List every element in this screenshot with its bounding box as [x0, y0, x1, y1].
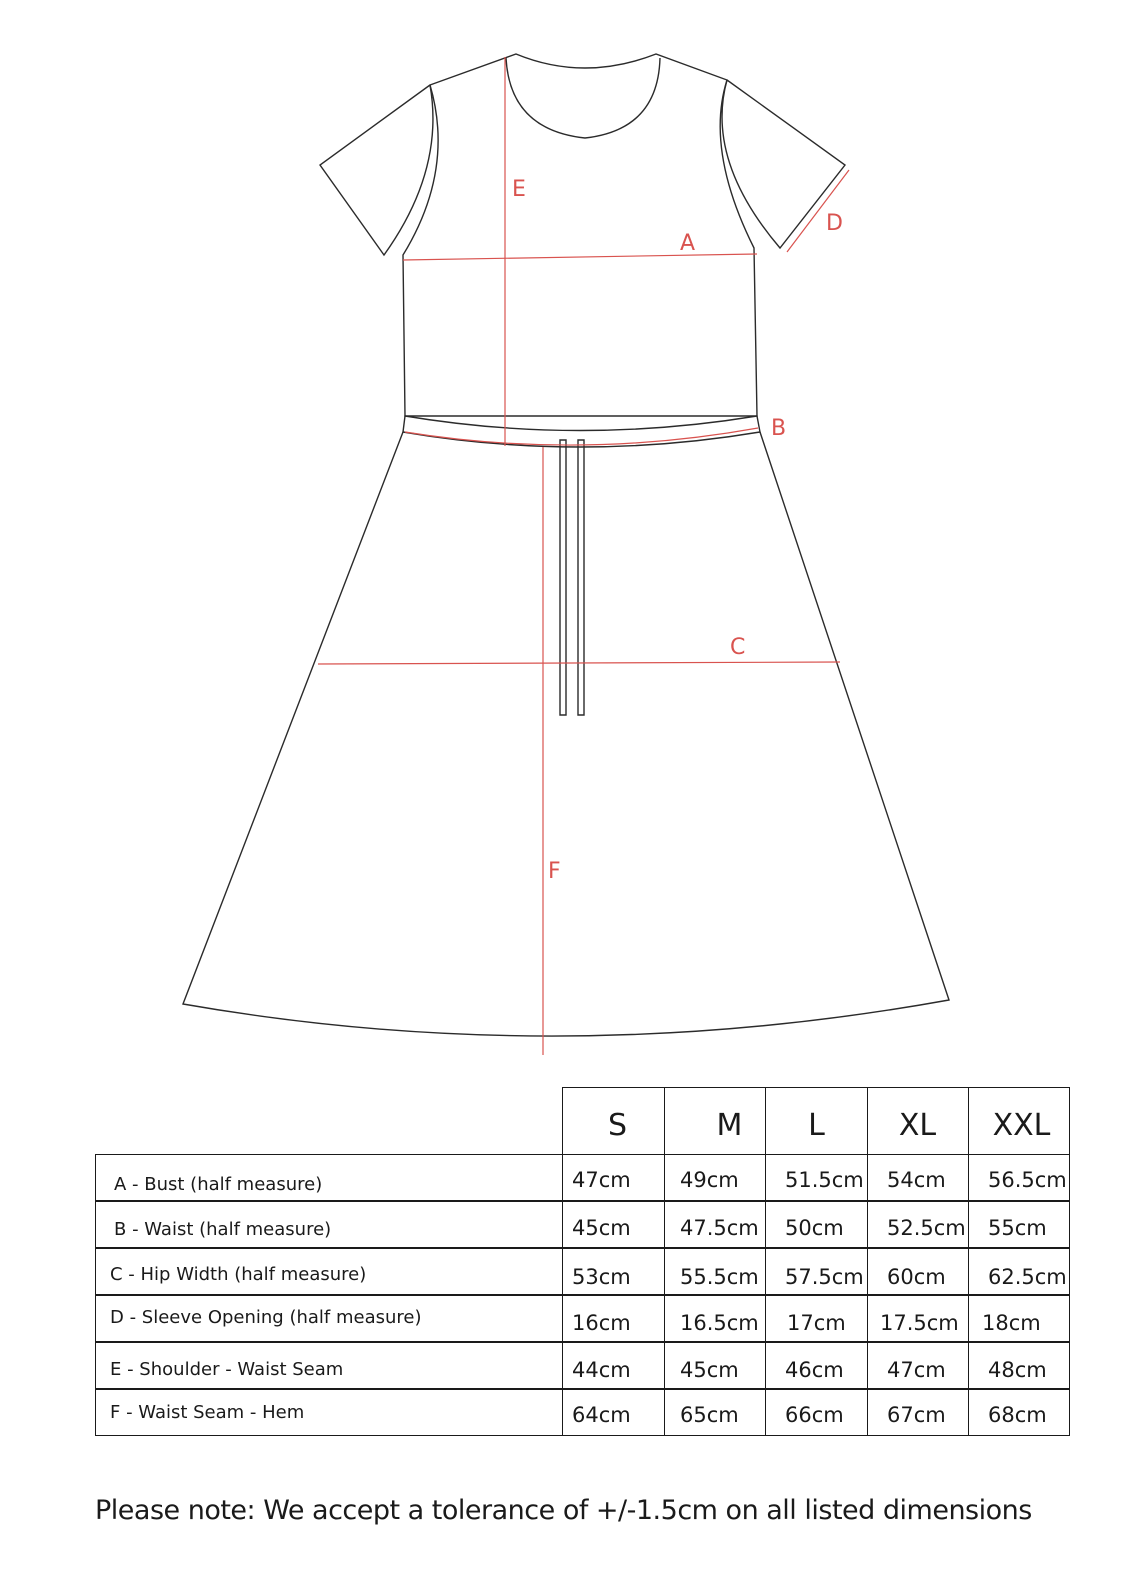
cell-bust-l: 51.5cm: [785, 1168, 864, 1192]
cell-waist-m: 47.5cm: [680, 1216, 759, 1240]
size-header-box: [562, 1087, 1070, 1155]
cell-hip-s: 53cm: [572, 1265, 631, 1289]
cell-sleeve-xl: 17.5cm: [880, 1311, 959, 1335]
measure-label-a: A: [680, 231, 696, 256]
size-header-m: M: [716, 1108, 743, 1143]
table-row: [95, 1295, 1070, 1342]
cell-hem-s: 64cm: [572, 1403, 631, 1427]
cell-sleeve-s: 16cm: [572, 1311, 631, 1335]
row-label-hip: C - Hip Width (half measure): [110, 1264, 367, 1285]
table-row: [95, 1248, 1070, 1295]
dress-drawstring-right: [578, 440, 584, 715]
dress-waistband: [403, 416, 760, 447]
size-header-l: L: [808, 1108, 825, 1143]
cell-bust-xxl: 56.5cm: [988, 1168, 1067, 1192]
cell-shoulder-xxl: 48cm: [988, 1358, 1047, 1382]
size-header-xxl: XXL: [992, 1108, 1051, 1143]
cell-bust-s: 47cm: [572, 1168, 631, 1192]
cell-hip-m: 55.5cm: [680, 1265, 759, 1289]
dress-outline-bodice: [403, 54, 757, 416]
cell-waist-s: 45cm: [572, 1216, 631, 1240]
dress-neckline: [506, 58, 660, 138]
cell-waist-xl: 52.5cm: [887, 1216, 966, 1240]
cell-hip-xl: 60cm: [887, 1265, 946, 1289]
cell-bust-m: 49cm: [680, 1168, 739, 1192]
cell-hem-xl: 67cm: [887, 1403, 946, 1427]
measure-line-c: [318, 662, 840, 664]
measure-label-e: E: [512, 177, 526, 202]
size-header-xl: XL: [898, 1108, 937, 1143]
tolerance-note: Please note: We accept a tolerance of +/-1.5cm on all listed dimensions: [95, 1495, 1032, 1526]
cell-hem-xxl: 68cm: [988, 1403, 1047, 1427]
cell-hip-l: 57.5cm: [785, 1265, 864, 1289]
size-header-s: S: [607, 1108, 628, 1143]
row-label-waist: B - Waist (half measure): [114, 1219, 332, 1240]
measure-label-d: D: [826, 211, 843, 236]
dress-left-sleeve: [320, 85, 433, 255]
cell-sleeve-m: 16.5cm: [680, 1311, 759, 1335]
cell-waist-xxl: 55cm: [988, 1216, 1047, 1240]
cell-sleeve-xxl: 18cm: [982, 1311, 1041, 1335]
cell-hem-l: 66cm: [785, 1403, 844, 1427]
cell-shoulder-l: 46cm: [785, 1358, 844, 1382]
measure-line-a: [403, 254, 757, 260]
cell-sleeve-l: 17cm: [787, 1311, 846, 1335]
cell-shoulder-xl: 47cm: [887, 1358, 946, 1382]
table-row: [95, 1154, 1070, 1201]
cell-bust-xl: 54cm: [887, 1168, 946, 1192]
cell-waist-l: 50cm: [785, 1216, 844, 1240]
measure-label-c: C: [730, 635, 746, 660]
row-label-waist-hem: F - Waist Seam - Hem: [110, 1402, 305, 1423]
cell-shoulder-m: 45cm: [680, 1358, 739, 1382]
row-label-bust: A - Bust (half measure): [114, 1174, 323, 1195]
table-row: [95, 1389, 1070, 1436]
dress-drawstring-left: [560, 440, 566, 715]
cell-hip-xxl: 62.5cm: [988, 1265, 1067, 1289]
cell-shoulder-s: 44cm: [572, 1358, 631, 1382]
row-label-shoulder-waist: E - Shoulder - Waist Seam: [110, 1359, 344, 1380]
table-row: [95, 1342, 1070, 1389]
row-label-sleeve: D - Sleeve Opening (half measure): [110, 1307, 422, 1328]
measure-label-b: B: [771, 416, 787, 441]
cell-hem-m: 65cm: [680, 1403, 739, 1427]
table-row: [95, 1201, 1070, 1248]
measure-label-f: F: [548, 859, 561, 884]
